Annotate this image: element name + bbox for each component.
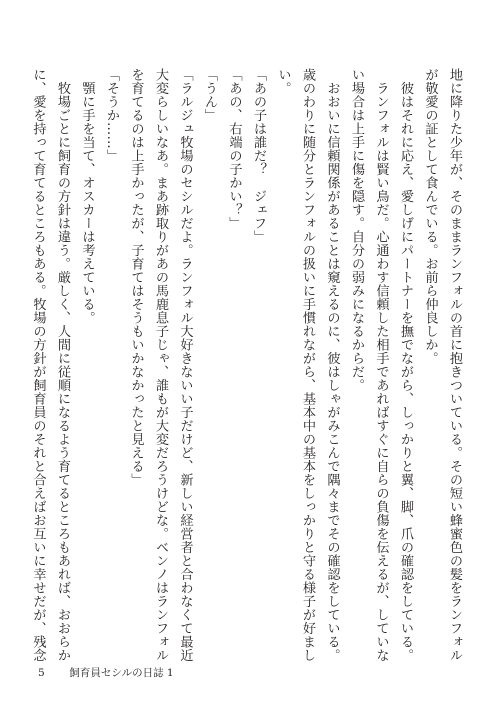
text-line: 歳のわりに随分とランフォルの扱いに手慣れながら、基本中の基本をしっかりと守る様子が好まし [300,68,315,662]
dialogue-line: 「あの、右端の子かい？」 [226,68,242,230]
vertical-body-text [30,68,466,662]
dialogue-line: 大変らしいなあ。まあ跡取りがあの馬鹿息子じゃ、誰もが大変だろうけどな。ベンノはランフォル [153,68,168,662]
text-line: 彼はそれに応え、愛しげにパートナーを撫でながら、しっかりと翼、脚、爪の確認をしている。 [398,68,413,662]
text-line: に、愛を持って育てるところもある。牧場の方針が飼育員のそれと合えばお互いに幸せだが、残念 [30,68,46,662]
text-line: が敬愛の証として食んでいる。お前ら仲良しか。 [422,68,438,365]
page-number: 5 [38,667,45,679]
dialogue-line: 「あの子は誰だ？ ジェフ」 [251,68,266,244]
dialogue-line: 「ラルジュ牧場のセシルだよ。ランフォル大好きないい子だけど、新しい経営者と合わなくて最近 [177,68,193,662]
text-line: 顎に手を当て、オスカーは考えている。 [79,68,95,325]
text-line: 地に降りた少年が、そのままランフォルの首に抱きついている。その短い蜂蜜色の髪をランフォル [447,68,462,662]
text-line: い場合は上手に傷を隠す。自分の弱みになるからだ。 [349,68,364,392]
text-line: 牧場ごとに飼育の方針は違う。厳しく、人間に従順になるよう育てるところもあれば、おおらか [55,68,70,662]
dialogue-line: を育てるのは上手かったが、子育てはそうもいかなかったと見える」 [128,68,144,487]
text-line: い。 [275,68,291,95]
dialogue-line: 「そうか……」 [104,68,119,163]
page-footer [38,665,174,681]
dialogue-line: 「うん」 [202,68,217,122]
text-line: おおいに信頼関係があることは窺えるのに、彼はしゃがみこんで隅々までその確認をしている。 [324,68,340,662]
running-title: 飼育員セシルの日誌 1 [69,667,174,679]
text-line: ランフォルは賢い鳥だ。心通わす信頼した相手であればすぐに自らの負傷を伝えるが、していな [373,68,389,662]
